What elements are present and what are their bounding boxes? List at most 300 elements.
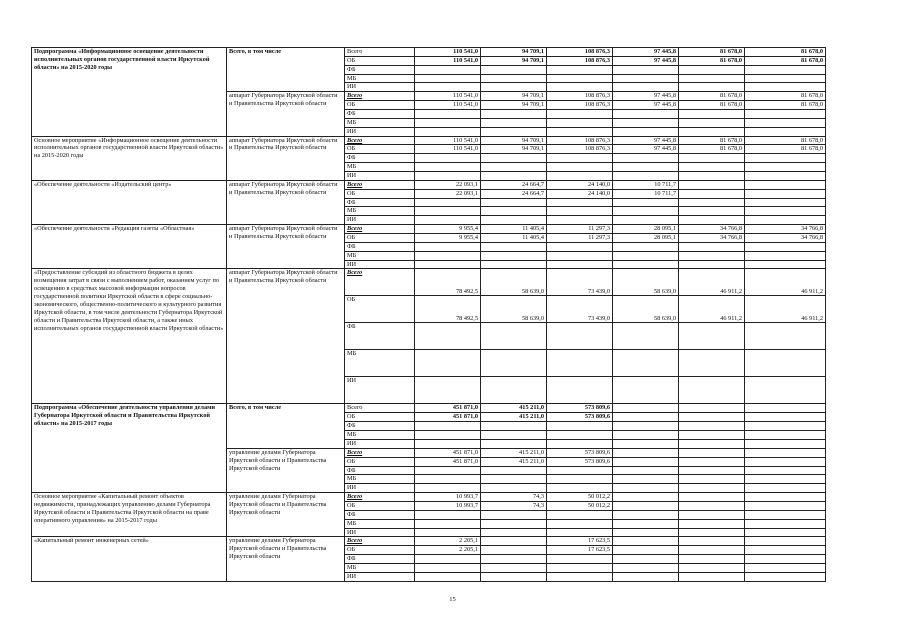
amount-cell	[679, 216, 745, 225]
amount-cell	[547, 127, 613, 136]
funding-source-cell: ОБ	[345, 145, 415, 154]
amount-cell: 451 871,0	[415, 413, 481, 422]
amount-cell	[481, 519, 547, 528]
activity-name: Подпрограмма «Обеспечение деятельности управления делами Губернатора Иркутской области и Правительства Иркутской области» на 2015-2017 годы	[32, 404, 227, 493]
amount-cell: 415 211,0	[481, 404, 547, 413]
amount-cell	[679, 439, 745, 448]
amount-cell	[613, 555, 679, 564]
amount-cell	[745, 110, 826, 119]
amount-cell	[745, 180, 826, 189]
funding-source-cell: ИИ	[345, 172, 415, 181]
amount-cell	[745, 528, 826, 537]
funding-source-cell: МБ	[345, 519, 415, 528]
amount-cell: 50 012,2	[547, 493, 613, 502]
amount-cell	[679, 572, 745, 581]
amount-cell	[415, 519, 481, 528]
amount-cell: 97 445,8	[613, 136, 679, 145]
amount-cell: 17 623,5	[547, 546, 613, 555]
amount-cell	[481, 163, 547, 172]
amount-cell: 11 405,4	[481, 234, 547, 243]
amount-cell	[415, 439, 481, 448]
amount-cell: 11 405,4	[481, 225, 547, 234]
amount-cell	[481, 377, 547, 404]
amount-cell: 46 911,2	[745, 269, 826, 296]
amount-cell	[415, 350, 481, 377]
amount-cell: 58 639,0	[481, 296, 547, 323]
amount-cell	[415, 323, 481, 350]
amount-cell	[745, 546, 826, 555]
amount-cell	[547, 439, 613, 448]
funding-source-cell: ОБ	[345, 413, 415, 422]
funding-source-cell: ФБ	[345, 154, 415, 163]
amount-cell	[613, 501, 679, 510]
funding-source-cell: Всего	[345, 180, 415, 189]
amount-cell	[745, 251, 826, 260]
amount-cell	[745, 413, 826, 422]
amount-cell	[415, 242, 481, 251]
amount-cell	[415, 475, 481, 484]
amount-cell	[547, 198, 613, 207]
amount-cell: 24 664,7	[481, 189, 547, 198]
amount-cell: 94 709,1	[481, 101, 547, 110]
amount-cell	[613, 127, 679, 136]
amount-cell: 108 876,3	[547, 101, 613, 110]
amount-cell: 97 445,8	[613, 56, 679, 65]
amount-cell	[547, 110, 613, 119]
amount-cell: 10 993,7	[415, 493, 481, 502]
amount-cell	[481, 439, 547, 448]
amount-cell	[679, 537, 745, 546]
amount-cell: 94 709,1	[481, 136, 547, 145]
amount-cell: 94 709,1	[481, 145, 547, 154]
amount-cell	[547, 260, 613, 269]
funding-source-cell: ФБ	[345, 65, 415, 74]
amount-cell	[415, 572, 481, 581]
executor-cell: аппарат Губернатора Иркутской области и Правительства Иркутской области	[227, 269, 345, 404]
amount-cell	[613, 350, 679, 377]
amount-cell	[547, 475, 613, 484]
amount-cell	[547, 242, 613, 251]
amount-cell	[481, 251, 547, 260]
amount-cell	[481, 528, 547, 537]
funding-source-cell: ФБ	[345, 198, 415, 207]
funding-source-cell: ИИ	[345, 127, 415, 136]
amount-cell: 34 766,8	[679, 234, 745, 243]
amount-cell: 81 678,0	[679, 92, 745, 101]
amount-cell	[613, 546, 679, 555]
amount-cell	[745, 83, 826, 92]
amount-cell	[745, 65, 826, 74]
amount-cell	[679, 350, 745, 377]
amount-cell	[613, 519, 679, 528]
amount-cell: 11 297,3	[547, 234, 613, 243]
funding-source-cell: ИИ	[345, 484, 415, 493]
executor-cell: управление делами Губернатора Иркутской области и Правительства Иркутской области	[227, 493, 345, 537]
amount-cell	[547, 83, 613, 92]
amount-cell	[415, 127, 481, 136]
amount-cell: 9 955,4	[415, 234, 481, 243]
amount-cell	[745, 555, 826, 564]
amount-cell: 11 297,3	[547, 225, 613, 234]
amount-cell	[481, 475, 547, 484]
funding-source-cell: ИИ	[345, 439, 415, 448]
amount-cell	[745, 163, 826, 172]
amount-cell	[745, 118, 826, 127]
amount-cell	[745, 350, 826, 377]
amount-cell: 17 623,5	[547, 537, 613, 546]
amount-cell	[547, 154, 613, 163]
amount-cell: 573 809,6	[547, 404, 613, 413]
amount-cell	[613, 154, 679, 163]
amount-cell	[613, 439, 679, 448]
amount-cell	[481, 207, 547, 216]
funding-source-cell: ОБ	[345, 501, 415, 510]
activity-name: «Капитальный ремонт инженерных сетей»	[32, 537, 227, 581]
amount-cell	[679, 413, 745, 422]
funding-source-cell: Всего	[345, 537, 415, 546]
amount-cell: 34 766,8	[745, 225, 826, 234]
amount-cell	[745, 323, 826, 350]
amount-cell	[679, 457, 745, 466]
funding-source-cell: ФБ	[345, 110, 415, 119]
amount-cell	[745, 404, 826, 413]
amount-cell: 24 140,0	[547, 189, 613, 198]
amount-cell: 10 993,7	[415, 501, 481, 510]
amount-cell	[481, 127, 547, 136]
amount-cell	[415, 251, 481, 260]
amount-cell	[613, 242, 679, 251]
amount-cell	[613, 323, 679, 350]
funding-source-cell: МБ	[345, 563, 415, 572]
amount-cell	[481, 198, 547, 207]
amount-cell: 81 678,0	[745, 56, 826, 65]
amount-cell: 110 541,0	[415, 56, 481, 65]
amount-cell: 94 709,1	[481, 48, 547, 57]
table-row	[32, 269, 826, 296]
amount-cell	[745, 537, 826, 546]
page-number: 15	[449, 596, 456, 603]
amount-cell: 2 205,1	[415, 546, 481, 555]
amount-cell: 24 140,0	[547, 180, 613, 189]
funding-source-cell: ФБ	[345, 422, 415, 431]
amount-cell	[613, 163, 679, 172]
funding-source-cell: Всего	[345, 225, 415, 234]
amount-cell	[415, 118, 481, 127]
amount-cell	[613, 83, 679, 92]
amount-cell	[547, 377, 613, 404]
amount-cell: 415 211,0	[481, 413, 547, 422]
amount-cell	[679, 528, 745, 537]
funding-source-cell: МБ	[345, 207, 415, 216]
amount-cell	[679, 475, 745, 484]
funding-source-cell: ИИ	[345, 260, 415, 269]
amount-cell: 415 211,0	[481, 457, 547, 466]
amount-cell: 108 876,3	[547, 56, 613, 65]
amount-cell: 10 711,7	[613, 180, 679, 189]
amount-cell: 97 445,8	[613, 48, 679, 57]
funding-source-cell: МБ	[345, 350, 415, 377]
amount-cell	[415, 216, 481, 225]
funding-source-cell: ИИ	[345, 572, 415, 581]
amount-cell	[481, 537, 547, 546]
amount-cell	[613, 74, 679, 83]
amount-cell	[547, 74, 613, 83]
funding-source-cell: Всего	[345, 404, 415, 413]
amount-cell	[745, 519, 826, 528]
amount-cell	[547, 251, 613, 260]
amount-cell	[679, 198, 745, 207]
amount-cell	[679, 118, 745, 127]
amount-cell	[613, 484, 679, 493]
amount-cell	[745, 448, 826, 457]
amount-cell: 108 876,3	[547, 92, 613, 101]
amount-cell	[547, 323, 613, 350]
amount-cell	[613, 422, 679, 431]
amount-cell	[745, 198, 826, 207]
amount-cell: 78 492,5	[415, 269, 481, 296]
amount-cell	[679, 110, 745, 119]
budget-table-body	[32, 48, 826, 582]
amount-cell	[481, 65, 547, 74]
amount-cell: 415 211,0	[481, 448, 547, 457]
amount-cell: 81 678,0	[745, 92, 826, 101]
amount-cell	[415, 207, 481, 216]
amount-cell	[745, 572, 826, 581]
amount-cell	[679, 404, 745, 413]
amount-cell	[679, 154, 745, 163]
amount-cell	[547, 216, 613, 225]
amount-cell: 97 445,8	[613, 145, 679, 154]
funding-source-cell: ОБ	[345, 189, 415, 198]
funding-source-cell: ИИ	[345, 528, 415, 537]
amount-cell	[745, 172, 826, 181]
amount-cell: 110 541,0	[415, 145, 481, 154]
amount-cell	[613, 198, 679, 207]
amount-cell	[481, 242, 547, 251]
amount-cell	[679, 251, 745, 260]
amount-cell	[613, 118, 679, 127]
funding-source-cell: Всего	[345, 92, 415, 101]
funding-source-cell: ОБ	[345, 101, 415, 110]
activity-name: Основное мероприятие «Капитальный ремонт объектов недвижимости, принадлежащих управлению делами Губернатора Иркутской области и Правительства Иркутской области на праве оперативного управления» на 2015-2017 годы	[32, 493, 227, 537]
funding-source-cell: ОБ	[345, 234, 415, 243]
funding-source-cell: Всего	[345, 269, 415, 296]
amount-cell	[745, 127, 826, 136]
amount-cell	[415, 198, 481, 207]
amount-cell	[679, 448, 745, 457]
activity-name: Основное мероприятие «Информационное освещение деятельности исполнительных органов государственной власти Иркутской области» на 2015-2020 годы	[32, 136, 227, 180]
amount-cell	[613, 493, 679, 502]
amount-cell	[679, 207, 745, 216]
amount-cell	[679, 431, 745, 440]
amount-cell	[547, 484, 613, 493]
amount-cell	[679, 163, 745, 172]
amount-cell: 24 664,7	[481, 180, 547, 189]
amount-cell	[679, 484, 745, 493]
funding-source-cell: Всего	[345, 493, 415, 502]
amount-cell	[745, 484, 826, 493]
funding-source-cell: ОБ	[345, 546, 415, 555]
amount-cell: 573 809,6	[547, 457, 613, 466]
executor-cell: Всего, в том числе	[227, 48, 345, 92]
funding-source-cell: МБ	[345, 118, 415, 127]
amount-cell	[613, 216, 679, 225]
table-row	[32, 48, 826, 57]
amount-cell	[745, 501, 826, 510]
amount-cell: 58 639,0	[481, 269, 547, 296]
amount-cell	[415, 110, 481, 119]
amount-cell: 108 876,3	[547, 145, 613, 154]
table-row	[32, 180, 826, 189]
funding-source-cell: ФБ	[345, 242, 415, 251]
amount-cell	[613, 431, 679, 440]
funding-source-cell: ИИ	[345, 377, 415, 404]
amount-cell	[613, 466, 679, 475]
amount-cell: 573 809,6	[547, 413, 613, 422]
amount-cell: 97 445,8	[613, 92, 679, 101]
amount-cell	[613, 65, 679, 74]
funding-source-cell: МБ	[345, 74, 415, 83]
amount-cell	[745, 563, 826, 572]
amount-cell	[415, 260, 481, 269]
amount-cell: 81 678,0	[745, 48, 826, 57]
amount-cell: 81 678,0	[745, 136, 826, 145]
amount-cell: 2 205,1	[415, 537, 481, 546]
amount-cell	[481, 555, 547, 564]
amount-cell	[613, 413, 679, 422]
amount-cell	[547, 466, 613, 475]
funding-source-cell: Всего	[345, 136, 415, 145]
amount-cell	[679, 501, 745, 510]
amount-cell: 22 093,1	[415, 189, 481, 198]
amount-cell	[481, 350, 547, 377]
amount-cell: 22 093,1	[415, 180, 481, 189]
amount-cell	[679, 510, 745, 519]
funding-source-cell: ОБ	[345, 56, 415, 65]
amount-cell	[481, 216, 547, 225]
amount-cell	[481, 118, 547, 127]
amount-cell: 81 678,0	[679, 48, 745, 57]
amount-cell: 58 639,0	[613, 296, 679, 323]
funding-source-cell: ФБ	[345, 323, 415, 350]
amount-cell	[481, 422, 547, 431]
amount-cell: 451 871,0	[415, 404, 481, 413]
amount-cell	[481, 110, 547, 119]
activity-name: Подпрограмма «Информационное освещение деятельности исполнительных органов государственной власти Иркутской области» на 2015-2020 годы	[32, 48, 227, 137]
amount-cell: 73 439,0	[547, 269, 613, 296]
amount-cell: 108 876,3	[547, 48, 613, 57]
amount-cell: 573 809,6	[547, 448, 613, 457]
amount-cell	[547, 572, 613, 581]
amount-cell: 46 911,2	[679, 296, 745, 323]
executor-cell: Всего, в том числе	[227, 404, 345, 448]
executor-cell: аппарат Губернатора Иркутской области и Правительства Иркутской области	[227, 136, 345, 180]
amount-cell	[679, 180, 745, 189]
amount-cell: 81 678,0	[679, 136, 745, 145]
amount-cell	[547, 555, 613, 564]
table-row	[32, 404, 826, 413]
amount-cell	[745, 74, 826, 83]
amount-cell	[481, 563, 547, 572]
funding-source-cell: МБ	[345, 475, 415, 484]
amount-cell: 28 095,1	[613, 225, 679, 234]
amount-cell	[547, 510, 613, 519]
funding-source-cell: ФБ	[345, 510, 415, 519]
amount-cell	[745, 466, 826, 475]
amount-cell	[679, 519, 745, 528]
amount-cell	[415, 484, 481, 493]
amount-cell	[547, 431, 613, 440]
amount-cell	[745, 475, 826, 484]
amount-cell	[679, 189, 745, 198]
amount-cell	[745, 207, 826, 216]
budget-table	[31, 47, 826, 582]
amount-cell: 28 095,1	[613, 234, 679, 243]
amount-cell	[415, 154, 481, 163]
amount-cell	[481, 83, 547, 92]
amount-cell	[745, 216, 826, 225]
amount-cell: 10 711,7	[613, 189, 679, 198]
amount-cell	[415, 377, 481, 404]
amount-cell	[745, 431, 826, 440]
amount-cell	[745, 422, 826, 431]
amount-cell	[481, 546, 547, 555]
amount-cell	[415, 65, 481, 74]
amount-cell	[613, 404, 679, 413]
amount-cell: 97 445,8	[613, 101, 679, 110]
funding-source-cell: ОБ	[345, 296, 415, 323]
amount-cell	[613, 207, 679, 216]
amount-cell	[547, 563, 613, 572]
amount-cell	[415, 555, 481, 564]
activity-name: «Предоставление субсидий из областного бюджета в целях возмещения затрат в связи с выполнением работ, оказанием услуг по освещению в средствах массовой информации вопросов государственной политики Иркутской области в сфере социально-экономического, общественно-политического и культурного развития Иркутской области, в том числе деятельности Губернатора Иркутской области и Правительства Иркутской области, а также иных исполнительных органов государственной власти Иркутской области»	[32, 269, 227, 404]
funding-source-cell: Всего	[345, 448, 415, 457]
amount-cell	[547, 528, 613, 537]
amount-cell: 94 709,1	[481, 56, 547, 65]
amount-cell	[415, 83, 481, 92]
amount-cell	[745, 510, 826, 519]
funding-source-cell: ФБ	[345, 466, 415, 475]
amount-cell	[679, 83, 745, 92]
funding-source-cell: МБ	[345, 163, 415, 172]
amount-cell	[547, 207, 613, 216]
amount-cell	[613, 251, 679, 260]
amount-cell	[679, 65, 745, 74]
amount-cell	[481, 74, 547, 83]
amount-cell	[613, 260, 679, 269]
amount-cell: 81 678,0	[745, 145, 826, 154]
table-row	[32, 493, 826, 502]
amount-cell	[415, 163, 481, 172]
amount-cell: 73 439,0	[547, 296, 613, 323]
amount-cell	[679, 555, 745, 564]
amount-cell	[415, 510, 481, 519]
amount-cell	[481, 260, 547, 269]
table-row	[32, 136, 826, 145]
amount-cell: 451 871,0	[415, 457, 481, 466]
amount-cell	[613, 572, 679, 581]
amount-cell: 58 639,0	[613, 269, 679, 296]
amount-cell	[745, 260, 826, 269]
amount-cell	[613, 448, 679, 457]
amount-cell: 81 678,0	[679, 145, 745, 154]
amount-cell	[415, 466, 481, 475]
amount-cell: 451 871,0	[415, 448, 481, 457]
amount-cell	[679, 242, 745, 251]
amount-cell: 81 678,0	[745, 101, 826, 110]
amount-cell	[547, 163, 613, 172]
amount-cell	[613, 537, 679, 546]
